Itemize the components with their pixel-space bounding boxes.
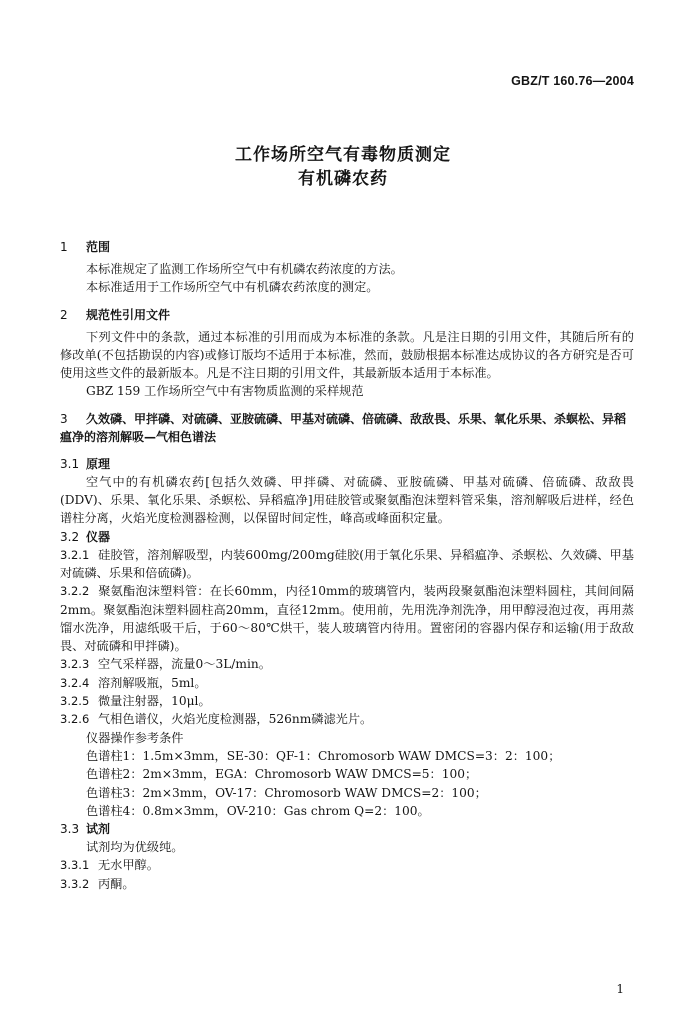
paragraph: 试剂均为优级纯。 <box>86 840 184 855</box>
clause-3-2-3 <box>60 655 634 673</box>
section-2-heading <box>60 306 634 324</box>
section-number: 3.2 <box>60 529 80 544</box>
clause-number: 3.2.3 <box>60 657 90 672</box>
section-title: 仪器 <box>86 529 111 544</box>
clause-3-3-2 <box>60 875 634 893</box>
operating-conditions-title: 仪器操作参考条件 <box>86 730 184 745</box>
column-condition: 色谱柱1：1.5m×3mm，SE-30：QF-1：Chromosorb WAW DMCS=3：2：100； <box>86 748 561 763</box>
clause-text: 无水甲醇。 <box>98 858 159 873</box>
clause-number: 3.2.1 <box>60 547 90 562</box>
section-1-heading <box>60 238 634 256</box>
section-title: 久效磷、甲拌磷、对硫磷、亚胺硫磷、甲基对硫磷、倍硫磷、敌敌畏、乐果、氧化乐果、杀螟松、异稻瘟净的溶剂解吸—气相色谱法 <box>60 411 627 444</box>
section-number: 3.1 <box>60 456 80 471</box>
section-number: 3.3 <box>60 822 80 837</box>
section-title: 试剂 <box>86 822 111 837</box>
section-title: 范围 <box>86 240 111 254</box>
section-number: 2 <box>60 307 68 322</box>
clause-text: 空气采样器，流量0～3L/min。 <box>98 657 271 672</box>
clause-number: 3.3.1 <box>60 858 90 873</box>
clause-number: 3.3.2 <box>60 876 90 891</box>
paragraph: 下列文件中的条款，通过本标准的引用而成为本标准的条款。凡是注日期的引用文件，其随后所有的修改单(不包括勘误的内容)或修订版均不适用于本标准，然而，鼓励根据本标准达成协议的各方研究是否可使用这些文件的最新版本。凡是不注日期的引用文件，其最新版本适用于本标准。 <box>60 329 634 381</box>
paragraph: 本标准规定了监测工作场所空气中有机磷农药浓度的方法。 <box>86 262 403 276</box>
clause-text: 硅胶管，溶剂解吸型，内装600mg/200mg硅胶(用于氧化乐果、异稻瘟净、杀螟松、久效磷、甲基对硫磷、乐果和倍硫磷)。 <box>60 547 634 580</box>
clause-number: 3.2.2 <box>60 584 90 599</box>
section-number: 1 <box>60 240 68 254</box>
section-title: 规范性引用文件 <box>86 307 171 322</box>
paragraph: 空气中的有机磷农药[包括久效磷、甲拌磷、对硫磷、亚胺硫磷、甲基对硫磷、倍硫磷、敌敌畏(DDV)、乐果、氧化乐果、杀螟松、异稻瘟净]用硅胶管或聚氨酯泡沫塑料管采集，溶剂解吸后进样，经色谱柱分离，火焰光度检测器检测，以保留时间定性，峰高或峰面积定量。 <box>60 474 634 526</box>
title-line-2: 有机磷农药 <box>298 169 388 189</box>
standard-code: GBZ/T 160.76—2004 <box>511 74 634 88</box>
clause-number: 3.2.6 <box>60 712 90 727</box>
normative-reference: GBZ 159 工作场所空气中有害物质监测的采样规范 <box>86 384 364 399</box>
clause-text: 微量注射器，10μl。 <box>98 694 211 709</box>
clause-3-3-1 <box>60 856 634 874</box>
section-3-3-heading <box>60 820 634 838</box>
section-3-heading <box>60 410 634 446</box>
clause-text: 溶剂解吸瓶，5ml。 <box>98 675 207 690</box>
clause-number: 3.2.4 <box>60 675 90 690</box>
document-title <box>0 143 686 191</box>
column-condition: 色谱柱2：2m×3mm，EGA：Chromosorb WAW DMCS=5：100； <box>86 767 478 782</box>
clause-number: 3.2.5 <box>60 694 90 709</box>
page-number: 1 <box>616 982 624 996</box>
section-3-2-heading <box>60 528 634 546</box>
clause-text: 气相色谱仪，火焰光度检测器，526nm磷滤光片。 <box>98 712 373 727</box>
section-number: 3 <box>60 411 68 426</box>
clause-3-2-6 <box>60 710 634 728</box>
clause-text: 聚氨酯泡沫塑料管：在长60mm，内径10mm的玻璃管内，装两段聚氨酯泡沫塑料圆柱，其间间隔2mm。聚氨酯泡沫塑料圆柱高20mm，直径12mm。使用前，先用洗净剂洗净，用甲醇浸泡过夜，再用蒸馏水洗净，用滤纸吸干后，于60～80℃烘干，装人玻璃管内待用。置密闭的容器内保存和运输(用于敌敌畏、对硫磷和甲拌磷)。 <box>60 584 634 654</box>
section-title: 原理 <box>86 456 111 471</box>
clause-3-2-4 <box>60 674 634 692</box>
paragraph: 本标准适用于工作场所空气中有机磷农药浓度的测定。 <box>86 280 379 295</box>
clause-3-2-2 <box>60 582 634 655</box>
clause-3-2-1 <box>60 546 634 583</box>
clause-3-2-5 <box>60 692 634 710</box>
title-line-1: 工作场所空气有毒物质测定 <box>235 145 451 165</box>
section-3-1-heading <box>60 455 634 473</box>
column-condition: 色谱柱4：0.8m×3mm，OV-210：Gas chrom Q=2：100。 <box>86 803 430 818</box>
clause-text: 丙酮。 <box>98 876 135 891</box>
column-condition: 色谱柱3：2m×3mm，OV-17：Chromosorb WAW DMCS=2：100； <box>86 785 487 800</box>
document-body <box>60 238 634 893</box>
